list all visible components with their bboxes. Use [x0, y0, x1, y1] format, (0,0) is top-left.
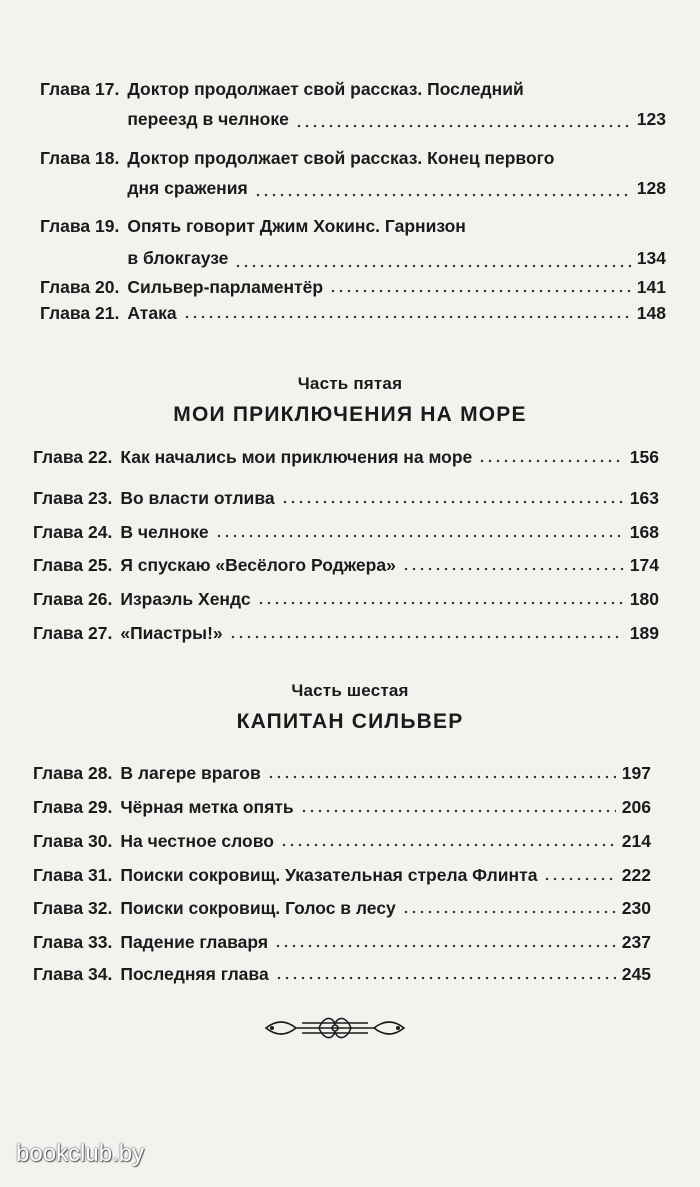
chapter-title: Во власти отлива [120, 488, 275, 508]
toc-entry [33, 445, 659, 469]
chapter-number: Глава 17. [40, 79, 120, 99]
chapter-title: В лагере врагов [120, 763, 261, 783]
toc-entry [40, 301, 666, 325]
chapter-number: Глава 18. [40, 148, 120, 168]
part-6-label: Часть шестая [291, 681, 409, 700]
dot-leader [267, 775, 616, 779]
site-watermark: bookclub.by [16, 1140, 145, 1167]
chapter-number: Глава 31. [33, 865, 113, 885]
chapter-title: Падение главаря [120, 932, 269, 952]
part-5-title: МОИ ПРИКЛЮЧЕНИЯ НА МОРЕ [173, 403, 527, 426]
dot-leader [281, 500, 624, 504]
chapter-number: Глава 25. [33, 555, 113, 575]
toc-entry [33, 553, 659, 577]
chapter-title: переезд в челноке [127, 109, 289, 129]
chapter-title: дня сражения [127, 178, 248, 198]
page-number: 134 [636, 248, 666, 268]
chapter-title: Доктор продолжает свой рассказ. Последний [127, 79, 524, 99]
dot-leader [402, 910, 616, 914]
dot-leader [300, 809, 616, 813]
page-number: 163 [629, 488, 659, 508]
chapter-title: Атака [127, 303, 177, 323]
page-number: 123 [636, 109, 666, 129]
dot-leader [215, 534, 624, 538]
toc-entry [33, 896, 651, 920]
chapter-number: Глава 30. [33, 831, 113, 851]
part-6-title: КАПИТАН СИЛЬВЕР [236, 710, 464, 733]
toc-entry [33, 829, 651, 853]
chapter-number: Глава 27. [33, 623, 113, 643]
toc-entry [33, 621, 659, 645]
toc-entry [40, 275, 666, 299]
dot-leader [402, 567, 624, 571]
chapter-title: Опять говорит Джим Хокинс. Гарнизон [127, 216, 466, 236]
chapter-number: Глава 33. [33, 932, 113, 952]
decorative-flourish-icon [262, 1010, 408, 1046]
page-number: 245 [621, 964, 651, 984]
chapter-title: Последняя глава [120, 964, 269, 984]
chapter-number: Глава 24. [33, 522, 113, 542]
dot-leader [295, 124, 631, 128]
toc-entry [33, 486, 659, 510]
toc-entry [33, 587, 659, 611]
page-number: 237 [621, 932, 651, 952]
toc-entry [33, 761, 651, 785]
page-number: 180 [629, 589, 659, 609]
chapter-title: «Пиастры!» [120, 623, 223, 643]
toc-entry [33, 795, 651, 819]
chapter-number: Глава 28. [33, 763, 113, 783]
dot-leader [254, 193, 631, 197]
chapter-title: Я спускаю «Весёлого Роджера» [120, 555, 396, 575]
page-number: 230 [621, 898, 651, 918]
part-5-label: Часть пятая [297, 374, 403, 393]
page-number: 156 [629, 447, 659, 467]
chapter-number: Глава 26. [33, 589, 113, 609]
chapter-number: Глава 19. [40, 216, 120, 236]
chapter-title: В челноке [120, 522, 209, 542]
page-number: 222 [621, 865, 651, 885]
chapter-number: Глава 29. [33, 797, 113, 817]
chapter-title: Как начались мои приключения на море [120, 447, 473, 467]
chapter-number: Глава 22. [33, 447, 113, 467]
page-number: 168 [629, 522, 659, 542]
toc-entry [40, 74, 666, 134]
page-number: 148 [636, 303, 666, 323]
toc-entry [40, 143, 666, 203]
chapter-number: Глава 34. [33, 964, 113, 984]
dot-leader [478, 459, 624, 463]
dot-leader [329, 289, 631, 293]
dot-leader [280, 843, 616, 847]
toc-entry [33, 930, 651, 954]
dot-leader [234, 264, 630, 268]
page-number: 141 [636, 277, 666, 297]
page-number: 128 [636, 178, 666, 198]
page-number: 197 [621, 763, 651, 783]
dot-leader [229, 635, 624, 639]
chapter-number: Глава 32. [33, 898, 113, 918]
dot-leader [274, 944, 616, 948]
dot-leader [183, 315, 631, 319]
page-number: 189 [629, 623, 659, 643]
dot-leader [257, 601, 624, 605]
chapter-title: Сильвер-парламентёр [127, 277, 324, 297]
toc-entry [40, 210, 666, 274]
dot-leader [543, 877, 615, 881]
chapter-number: Глава 21. [40, 303, 120, 323]
chapter-title: Поиски сокровищ. Указательная стрела Флинта [120, 865, 538, 885]
chapter-title: Поиски сокровищ. Голос в лесу [120, 898, 396, 918]
toc-entry [33, 962, 651, 986]
chapter-title: Чёрная метка опять [120, 797, 294, 817]
chapter-title: На честное слово [120, 831, 274, 851]
chapter-title: Израэль Хендс [120, 589, 251, 609]
page-number: 174 [629, 555, 659, 575]
chapter-number: Глава 20. [40, 277, 120, 297]
chapter-title: в блокгаузе [127, 248, 229, 268]
toc-entry [33, 520, 659, 544]
page-number: 214 [621, 831, 651, 851]
page-number: 206 [621, 797, 651, 817]
dot-leader [275, 976, 616, 980]
toc-entry [33, 863, 651, 887]
chapter-title: Доктор продолжает свой рассказ. Конец первого [127, 148, 555, 168]
chapter-number: Глава 23. [33, 488, 113, 508]
